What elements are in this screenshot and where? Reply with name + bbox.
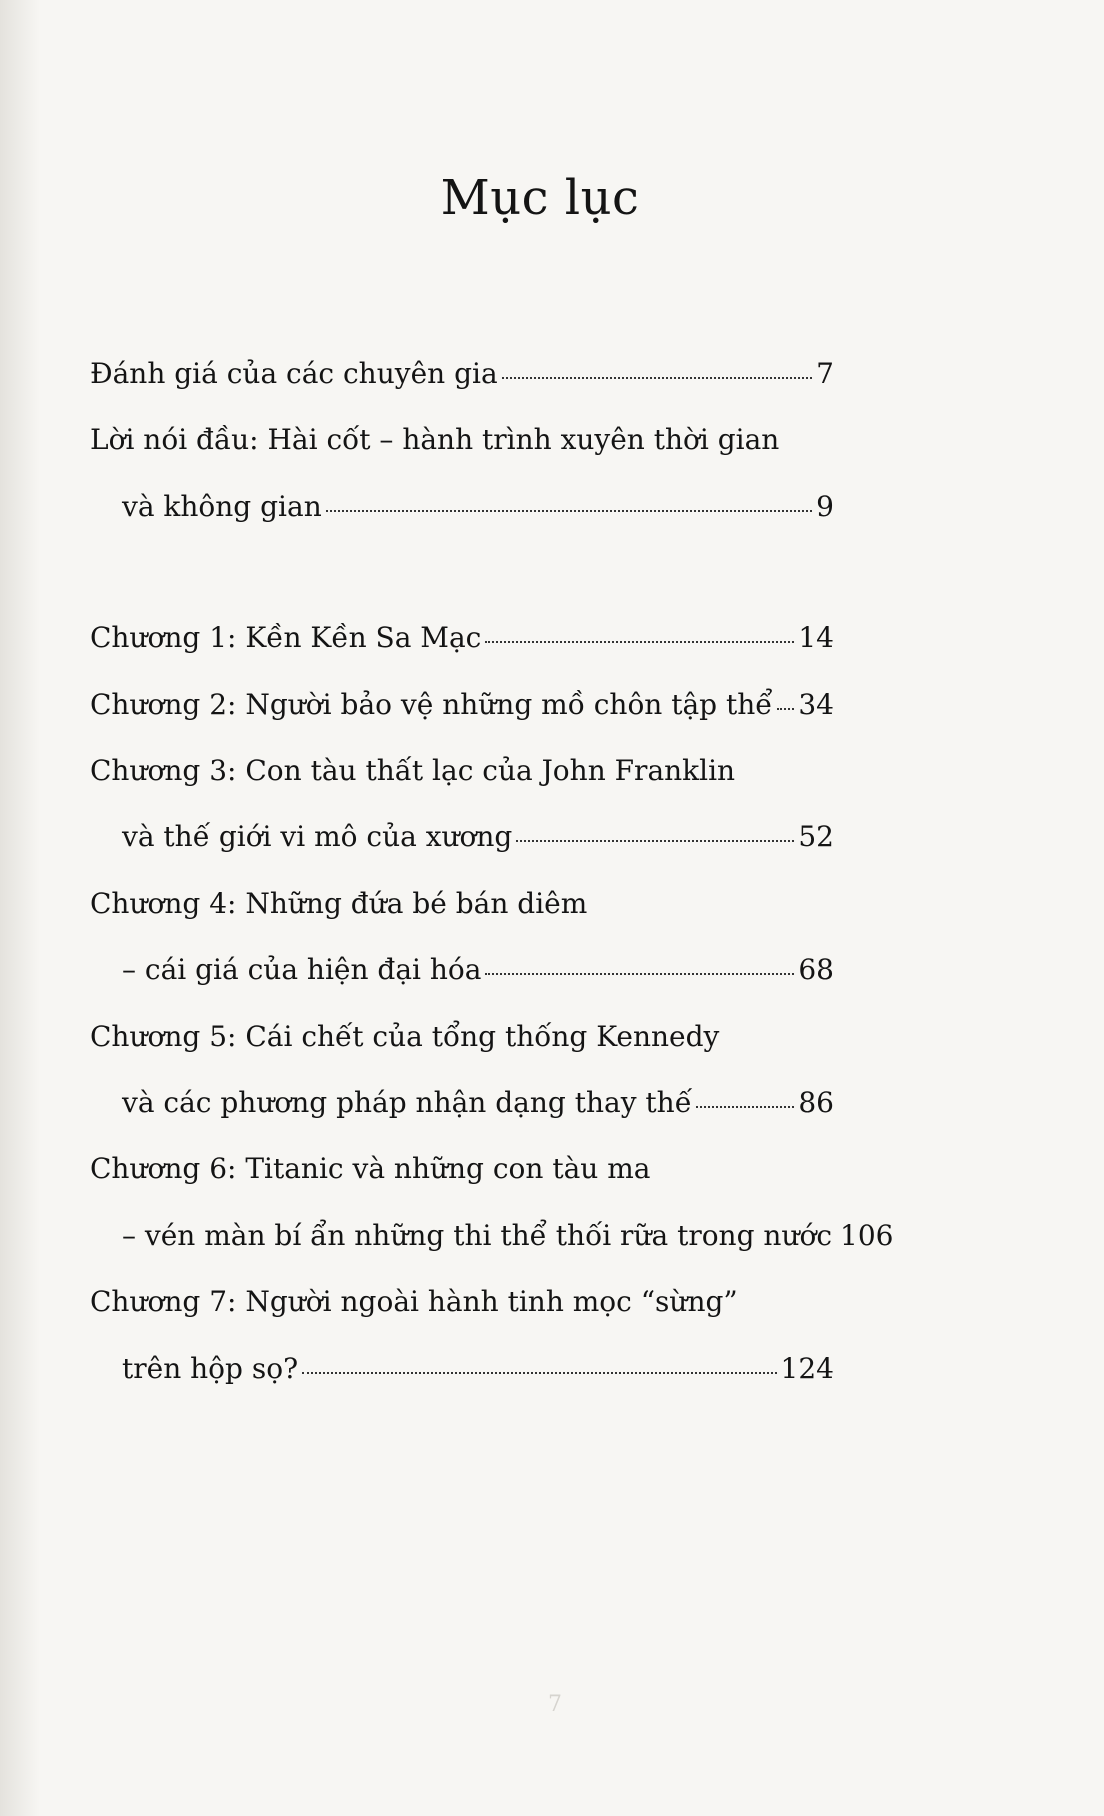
toc-entry: [90, 422, 779, 458]
toc-entry: [90, 356, 834, 392]
leader-dots: [326, 509, 812, 512]
toc-entry-label: Đánh giá của các chuyên gia: [90, 357, 498, 390]
toc-entry-label: – cái giá của hiện đại hóa: [122, 953, 482, 986]
toc-entry-label: và không gian: [122, 490, 322, 523]
toc-entry-page: 86: [798, 1086, 834, 1119]
toc-entry-label: Chương 6: Titanic và những con tàu ma: [90, 1152, 651, 1185]
toc-entry-label: Chương 5: Cái chết của tổng thống Kennedy: [90, 1020, 720, 1053]
leader-dots: [777, 707, 795, 710]
toc-entry: [90, 620, 834, 656]
toc-entry: [90, 886, 587, 922]
toc-entry-label: trên hộp sọ?: [122, 1352, 299, 1385]
leader-dots: [696, 1105, 794, 1108]
toc-entry-label: – vén màn bí ẩn những thi thể thối rữa trong nước: [122, 1219, 833, 1252]
toc-entry: [122, 819, 834, 855]
leader-dots: [516, 839, 794, 842]
toc-entry-page: 34: [798, 688, 834, 721]
toc-entry-label: Chương 2: Người bảo vệ những mồ chôn tập thể: [90, 688, 773, 721]
page-number: 7: [548, 1692, 562, 1717]
toc-entry: [122, 1351, 834, 1387]
leader-dots: [485, 972, 794, 975]
toc-entry: [90, 1019, 719, 1055]
toc-entry: [90, 753, 735, 789]
toc-entry-page: 9: [816, 490, 834, 523]
toc-entry-page: 106: [840, 1219, 894, 1252]
leader-dots: [485, 640, 794, 643]
toc-entry: [122, 1085, 834, 1121]
toc-entry: [90, 1284, 738, 1320]
toc-entry-label: Chương 3: Con tàu thất lạc của John Franklin: [90, 754, 736, 787]
leader-dots: [302, 1371, 776, 1374]
toc-entry: [122, 952, 834, 988]
leader-dots: [502, 376, 813, 379]
toc-entry: [122, 489, 834, 525]
toc-entry: [90, 1151, 650, 1187]
toc-entry: [122, 1218, 894, 1254]
toc-entry-page: 52: [798, 820, 834, 853]
toc-entry-label: Chương 7: Người ngoài hành tinh mọc “sừng”: [90, 1285, 738, 1318]
toc-entry-page: 14: [798, 621, 834, 654]
toc-entry-label: Chương 4: Những đứa bé bán diêm: [90, 887, 588, 920]
toc-entry-label: Lời nói đầu: Hài cốt – hành trình xuyên thời gian: [90, 423, 780, 456]
toc-entry-page: 124: [780, 1352, 834, 1385]
toc-entry-label: và các phương pháp nhận dạng thay thế: [122, 1086, 692, 1119]
toc-entry: [90, 687, 834, 723]
toc-entry-page: 68: [798, 953, 834, 986]
toc-entry-label: Chương 1: Kền Kền Sa Mạc: [90, 621, 482, 654]
toc-entry-page: 7: [816, 357, 834, 390]
toc-entry-label: và thế giới vi mô của xương: [122, 820, 513, 853]
page-title: Mục lục: [440, 170, 640, 226]
